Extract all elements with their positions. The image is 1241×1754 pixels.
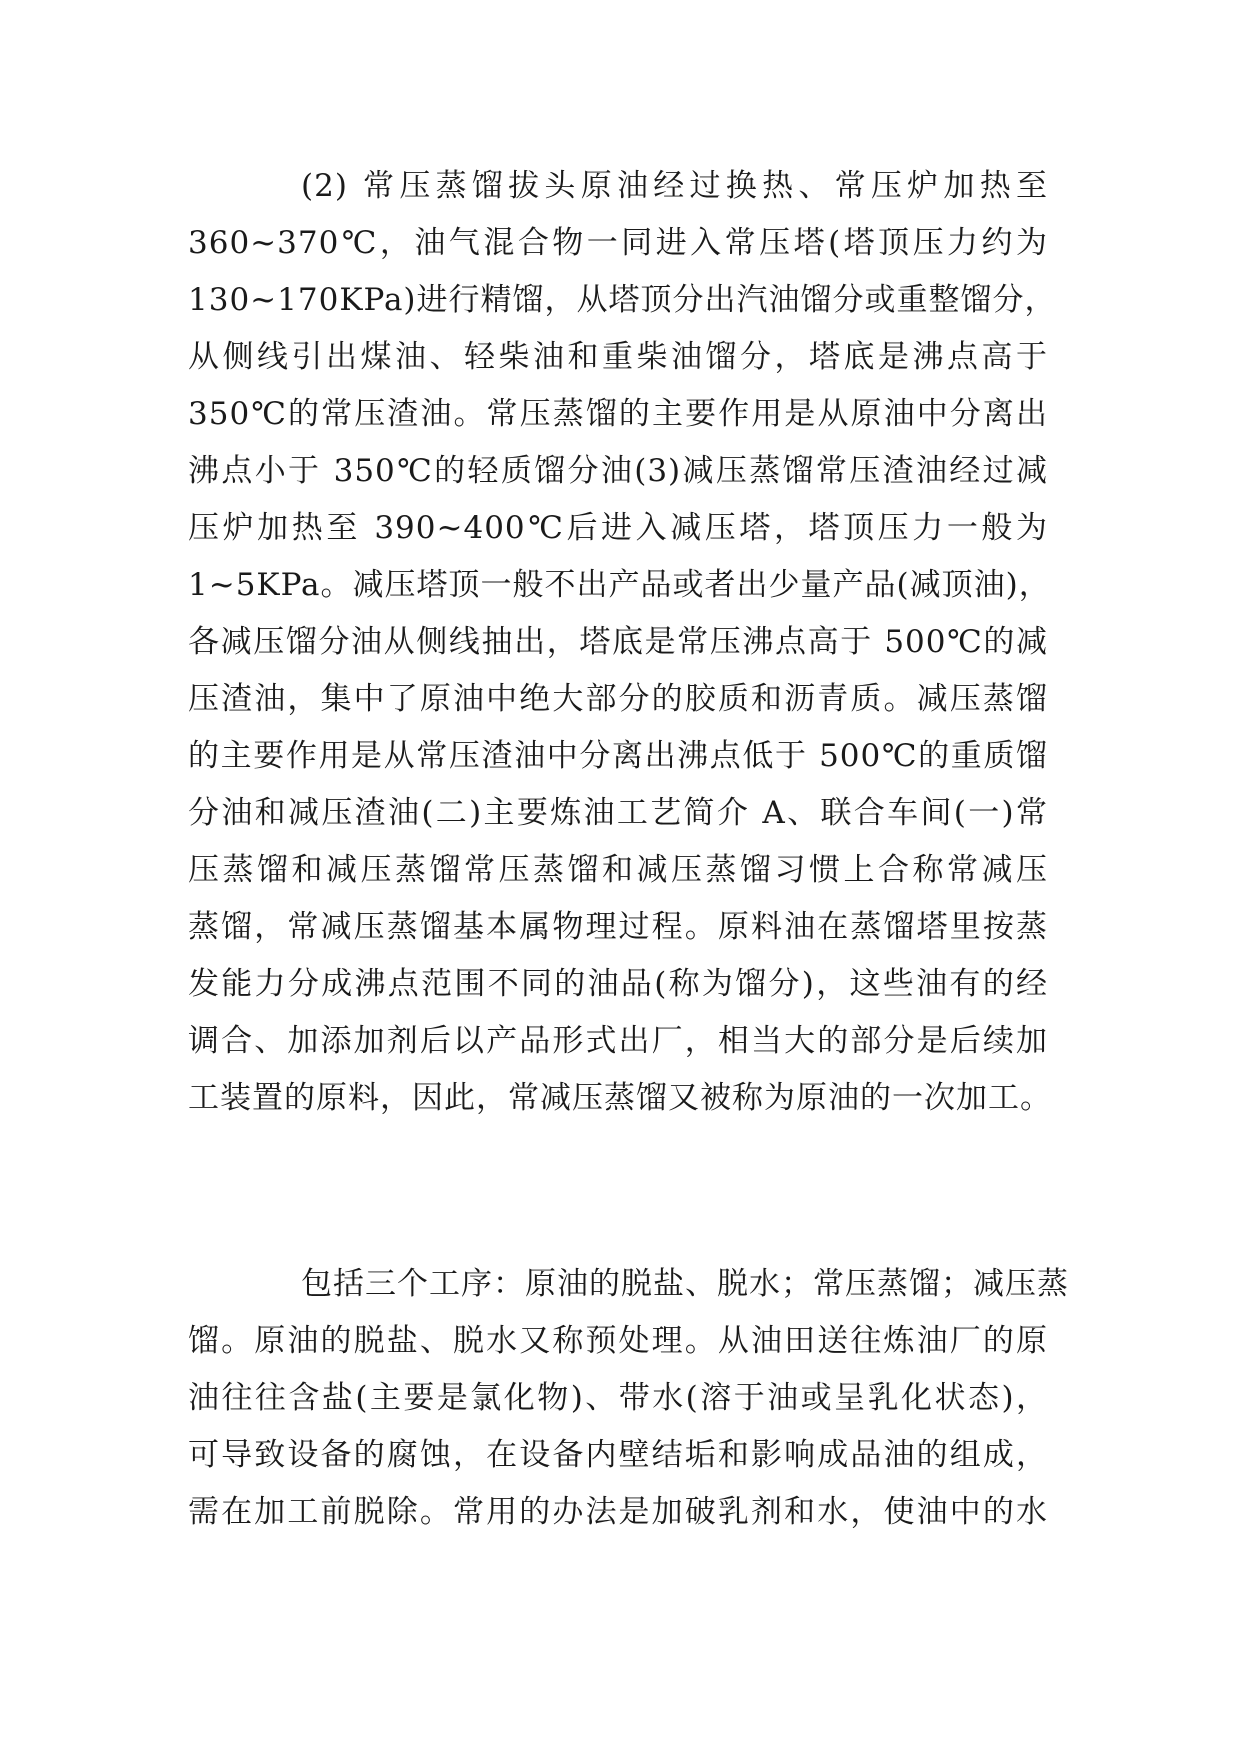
text-line: 360~370℃，油气混合物一同进入常压塔(塔顶压力约为	[188, 225, 1048, 261]
text-line: 沸点小于 350℃的轻质馏分油(3)减压蒸馏常压渣油经过减	[188, 453, 1048, 489]
text-line: 从侧线引出煤油、轻柴油和重柴油馏分，塔底是沸点高于	[188, 339, 1048, 375]
text-line: 的主要作用是从常压渣油中分离出沸点低于 500℃的重质馏	[188, 738, 1048, 774]
text-line: 可导致设备的腐蚀，在设备内壁结垢和影响成品油的组成，	[188, 1437, 1048, 1473]
text-line: 包括三个工序：原油的脱盐、脱水；常压蒸馏；减压蒸	[301, 1266, 1069, 1302]
text-line: 压渣油，集中了原油中绝大部分的胶质和沥青质。减压蒸馏	[188, 681, 1048, 717]
text-line: 分油和减压渣油(二)主要炼油工艺简介 A、联合车间(一)常	[188, 795, 1048, 831]
text-line: (2) 常压蒸馏拔头原油经过换热、常压炉加热至	[301, 168, 1048, 204]
text-line: 压炉加热至 390~400℃后进入减压塔，塔顶压力一般为	[188, 510, 1048, 546]
text-line: 馏。原油的脱盐、脱水又称预处理。从油田送往炼油厂的原	[188, 1323, 1048, 1359]
text-line: 1~5KPa。减压塔顶一般不出产品或者出少量产品(减顶油)，	[188, 567, 1051, 603]
text-line: 各减压馏分油从侧线抽出，塔底是常压沸点高于 500℃的减	[188, 624, 1048, 660]
text-line: 蒸馏，常减压蒸馏基本属物理过程。原料油在蒸馏塔里按蒸	[188, 909, 1048, 945]
text-line: 发能力分成沸点范围不同的油品(称为馏分)，这些油有的经	[188, 966, 1048, 1002]
text-line: 需在加工前脱除。常用的办法是加破乳剂和水，使油中的水	[188, 1494, 1048, 1530]
text-line: 压蒸馏和减压蒸馏常压蒸馏和减压蒸馏习惯上合称常减压	[188, 852, 1048, 888]
text-line: 调合、加添加剂后以产品形式出厂，相当大的部分是后续加	[188, 1023, 1048, 1059]
text-line: 油往往含盐(主要是氯化物)、带水(溶于油或呈乳化状态)，	[188, 1380, 1048, 1416]
text-line: 350℃的常压渣油。常压蒸馏的主要作用是从原油中分离出	[188, 396, 1048, 432]
paragraph-distillation	[188, 158, 1057, 1127]
text-line: 工装置的原料，因此，常减压蒸馏又被称为原油的一次加工。	[188, 1080, 1052, 1116]
text-line: 130~170KPa)进行精馏，从塔顶分出汽油馏分或重整馏分，	[188, 282, 1057, 318]
paragraph-pretreatment	[188, 1256, 1069, 1541]
